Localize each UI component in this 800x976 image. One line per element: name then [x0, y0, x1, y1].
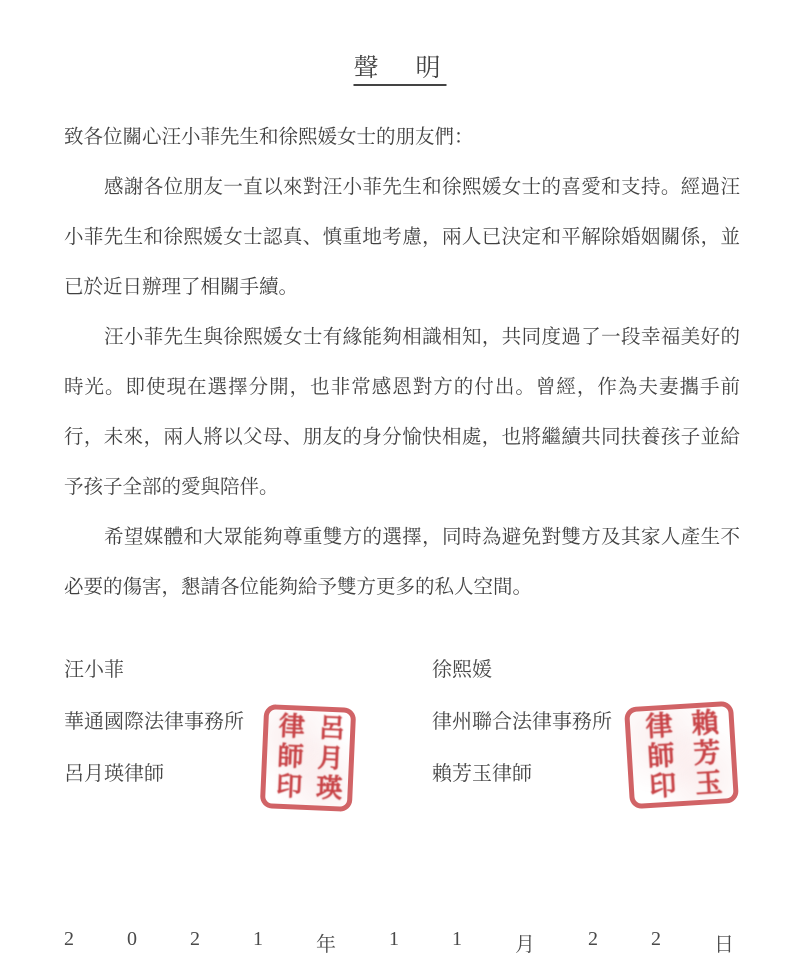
date-char: 月	[515, 934, 535, 956]
date-char: 1	[389, 928, 399, 950]
date-line	[64, 928, 734, 957]
lawyer-name: 呂月瑛律師	[64, 763, 164, 785]
date-char: 2	[190, 928, 200, 950]
lawyer-seal-stamp-left	[260, 704, 356, 812]
date-char: 1	[452, 928, 462, 950]
seal-column: 賴芳玉	[686, 707, 723, 800]
body-line: 希望媒體和大眾能夠尊重雙方的選擇，同時為避免對雙方及其家人產生不	[104, 527, 740, 548]
seal-inscription	[633, 707, 730, 802]
salutation-line: 致各位關心汪小菲先生和徐熙媛女士的朋友們：	[64, 127, 474, 148]
lawyer-name: 賴芳玉律師	[432, 763, 532, 785]
body-line: 小菲先生和徐熙媛女士認真、慎重地考慮，兩人已決定和平解除婚姻關係，並	[64, 227, 740, 248]
body-line: 已於近日辦理了相關手續。	[64, 277, 299, 298]
seal-column: 律師印	[272, 711, 305, 803]
party-name: 徐熙媛	[432, 659, 492, 681]
body-line: 時光。即使現在選擇分開，也非常感恩對方的付出。曾經，作為夫妻攜手前	[64, 377, 740, 398]
signature-block-wang-xiaofei	[64, 644, 244, 800]
body-line: 行，未來，兩人將以父母、朋友的身分愉快相處，也將繼續共同扶養孩子並給	[64, 427, 740, 448]
law-firm-name: 律州聯合法律事務所	[432, 711, 612, 733]
date-char: 2	[588, 928, 598, 950]
lawyer-seal-stamp-right	[624, 701, 739, 809]
date-char: 年	[316, 934, 336, 956]
party-name: 汪小菲	[64, 659, 124, 681]
date-char: 日	[714, 934, 734, 956]
seal-inscription	[266, 711, 350, 804]
date-char: 0	[127, 928, 137, 950]
date-char: 2	[651, 928, 661, 950]
law-firm-name: 華通國際法律事務所	[64, 711, 244, 733]
body-line: 予孩子全部的愛與陪伴。	[64, 477, 279, 498]
seal-column: 呂月瑛	[312, 713, 345, 805]
body-line: 汪小菲先生與徐熙媛女士有緣能夠相識相知，共同度過了一段幸福美好的	[104, 327, 740, 348]
body-line: 感謝各位朋友一直以來對汪小菲先生和徐熙媛女士的喜愛和支持。經過汪	[104, 177, 740, 198]
statement-body	[64, 113, 740, 613]
document-title: 聲 明	[353, 55, 447, 82]
date-char: 2	[64, 928, 74, 950]
seal-column: 律師印	[640, 710, 677, 803]
signature-block-xu-xiyuan	[432, 644, 612, 800]
body-line: 必要的傷害，懇請各位能夠給予雙方更多的私人空間。	[64, 577, 533, 598]
date-char: 1	[253, 928, 263, 950]
